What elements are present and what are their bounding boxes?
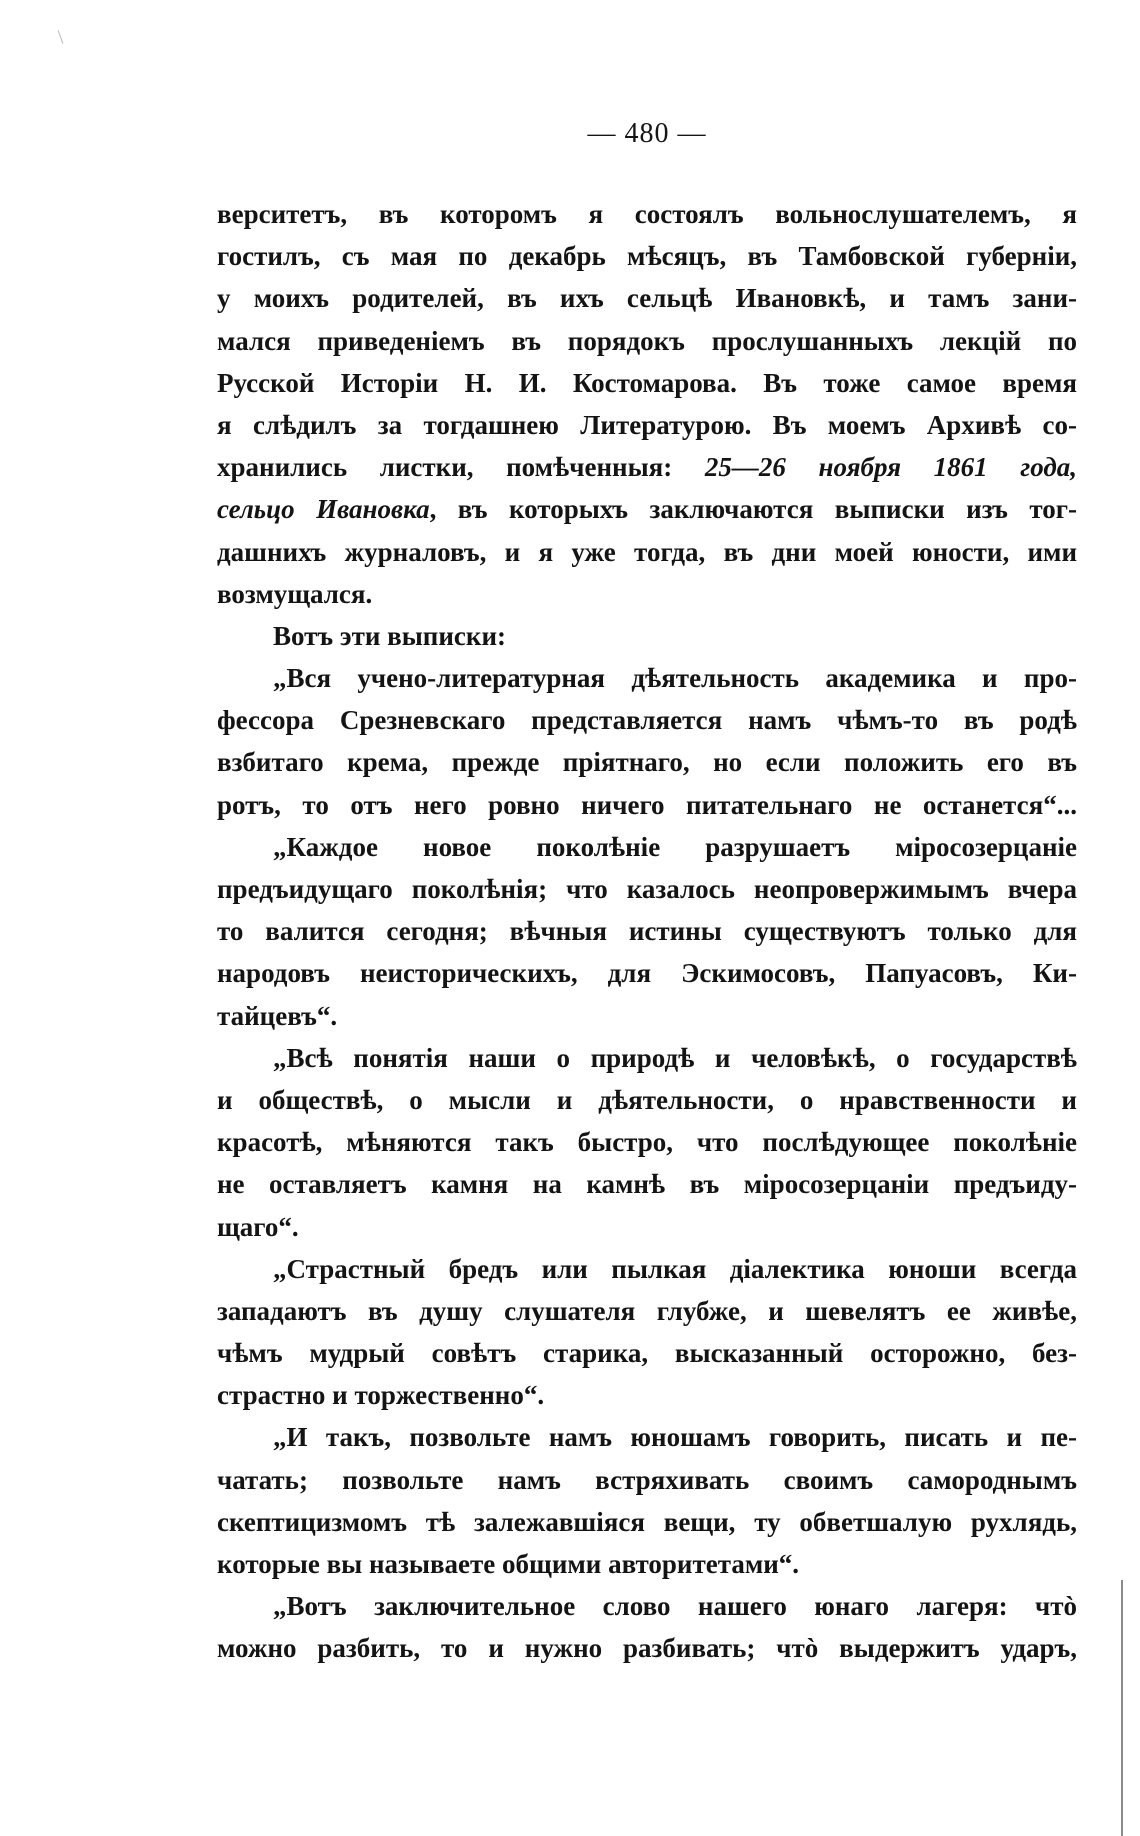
text-line: возмущался. — [217, 578, 373, 609]
text-line: ротъ, то отъ него ровно ничего питательнаго не останется“... — [217, 789, 1077, 820]
text-line: чатать; позвольте намъ встряхивать своимъ самороднымъ — [217, 1464, 1077, 1495]
text-line: можно разбить, то и нужно разбивать; чтò выдержитъ ударъ, — [217, 1633, 1077, 1664]
text-line: „Вотъ заключительное слово нашего юнаго лагеря: чтò — [273, 1591, 1077, 1622]
text-line: фессора Срезневскаго представляется намъ чѣмъ-то въ родѣ — [217, 705, 1077, 736]
italic-place: сельцо Ивановка — [217, 494, 430, 525]
text-line: западаютъ въ душу слушателя глубже, и шевелятъ ее живѣе, — [217, 1295, 1077, 1326]
text-line: верситетъ, въ которомъ я состоялъ вольнослушателемъ, я — [217, 199, 1077, 229]
text-segment: хранились листки, помѣченныя: — [217, 452, 705, 483]
text-line: „И такъ, позвольте намъ юношамъ говорить, писать и пе- — [273, 1422, 1077, 1453]
text-line: гостилъ, съ мая по декабрь мѣсяцъ, въ Тамбовской губерніи, — [217, 241, 1077, 272]
text-line: взбитаго крема, прежде пріятнаго, но если положить его въ — [217, 747, 1077, 778]
text-line: скептицизмомъ тѣ залежавшіяся вещи, ту обветшалую рухлядь, — [217, 1506, 1077, 1537]
text-line: дашнихъ журналовъ, и я уже тогда, въ дни моей юности, ими — [217, 536, 1077, 567]
text-line: не оставляетъ камня на камнѣ въ міросозерцаніи предъиду- — [217, 1169, 1077, 1200]
scan-speck — [58, 30, 64, 43]
text-line: красотѣ, мѣняются такъ быстро, что послѣдующее поколѣніе — [217, 1127, 1077, 1158]
text-line: чѣмъ мудрый совѣтъ старика, высказанный осторожно, без- — [217, 1338, 1077, 1369]
text-line: страстно и торжественно“. — [217, 1380, 545, 1411]
text-line: тайцевъ“. — [217, 1000, 338, 1031]
text-line: я слѣдилъ за тогдашнею Литературою. Въ моемъ Архивѣ со- — [217, 409, 1077, 440]
text-line: „Всѣ понятія наши о природѣ и человѣкѣ, о государствѣ — [273, 1042, 1077, 1073]
text-line: Вотъ эти выписки: — [273, 620, 507, 651]
page-text — [217, 193, 1077, 1670]
text-line: „Каждое новое поколѣніе разрушаетъ міросозерцаніе — [273, 831, 1077, 862]
text-line — [217, 446, 1077, 488]
text-segment: , въ которыхъ заключаются выписки изъ тог- — [429, 494, 1077, 525]
text-line: и обществѣ, о мысли и дѣятельности, о нравственности и — [217, 1084, 1077, 1115]
text-line: „Вся учено-литературная дѣятельность академика и про- — [273, 663, 1077, 694]
text-line: то валится сегодня; вѣчныя истины существуютъ только для — [217, 916, 1077, 947]
text-line: щаго“. — [217, 1211, 299, 1242]
text-line: мался приведеніемъ въ порядокъ прослушанныхъ лекцій по — [217, 325, 1077, 356]
text-line: предъидущаго поколѣнія; что казалось неопровержимымъ вчера — [217, 874, 1077, 904]
text-line: народовъ неисторическихъ, для Эскимосовъ, Папуасовъ, Ки- — [217, 958, 1077, 989]
text-line: которые вы называете общими авторитетами“. — [217, 1549, 800, 1579]
italic-date: 25—26 ноября 1861 года, — [704, 452, 1077, 483]
text-line: „Страстный бредъ или пылкая діалектика юноши всегда — [273, 1253, 1077, 1284]
text-line: Русской Исторіи Н. И. Костомарова. Въ тоже самое время — [217, 367, 1077, 398]
page-number: — 480 — — [587, 118, 707, 149]
text-line: у моихъ родителей, въ ихъ сельцѣ Ивановкѣ, и тамъ зани- — [217, 283, 1077, 314]
scan-edge-line — [1121, 1580, 1123, 1836]
text-line — [217, 488, 1077, 530]
